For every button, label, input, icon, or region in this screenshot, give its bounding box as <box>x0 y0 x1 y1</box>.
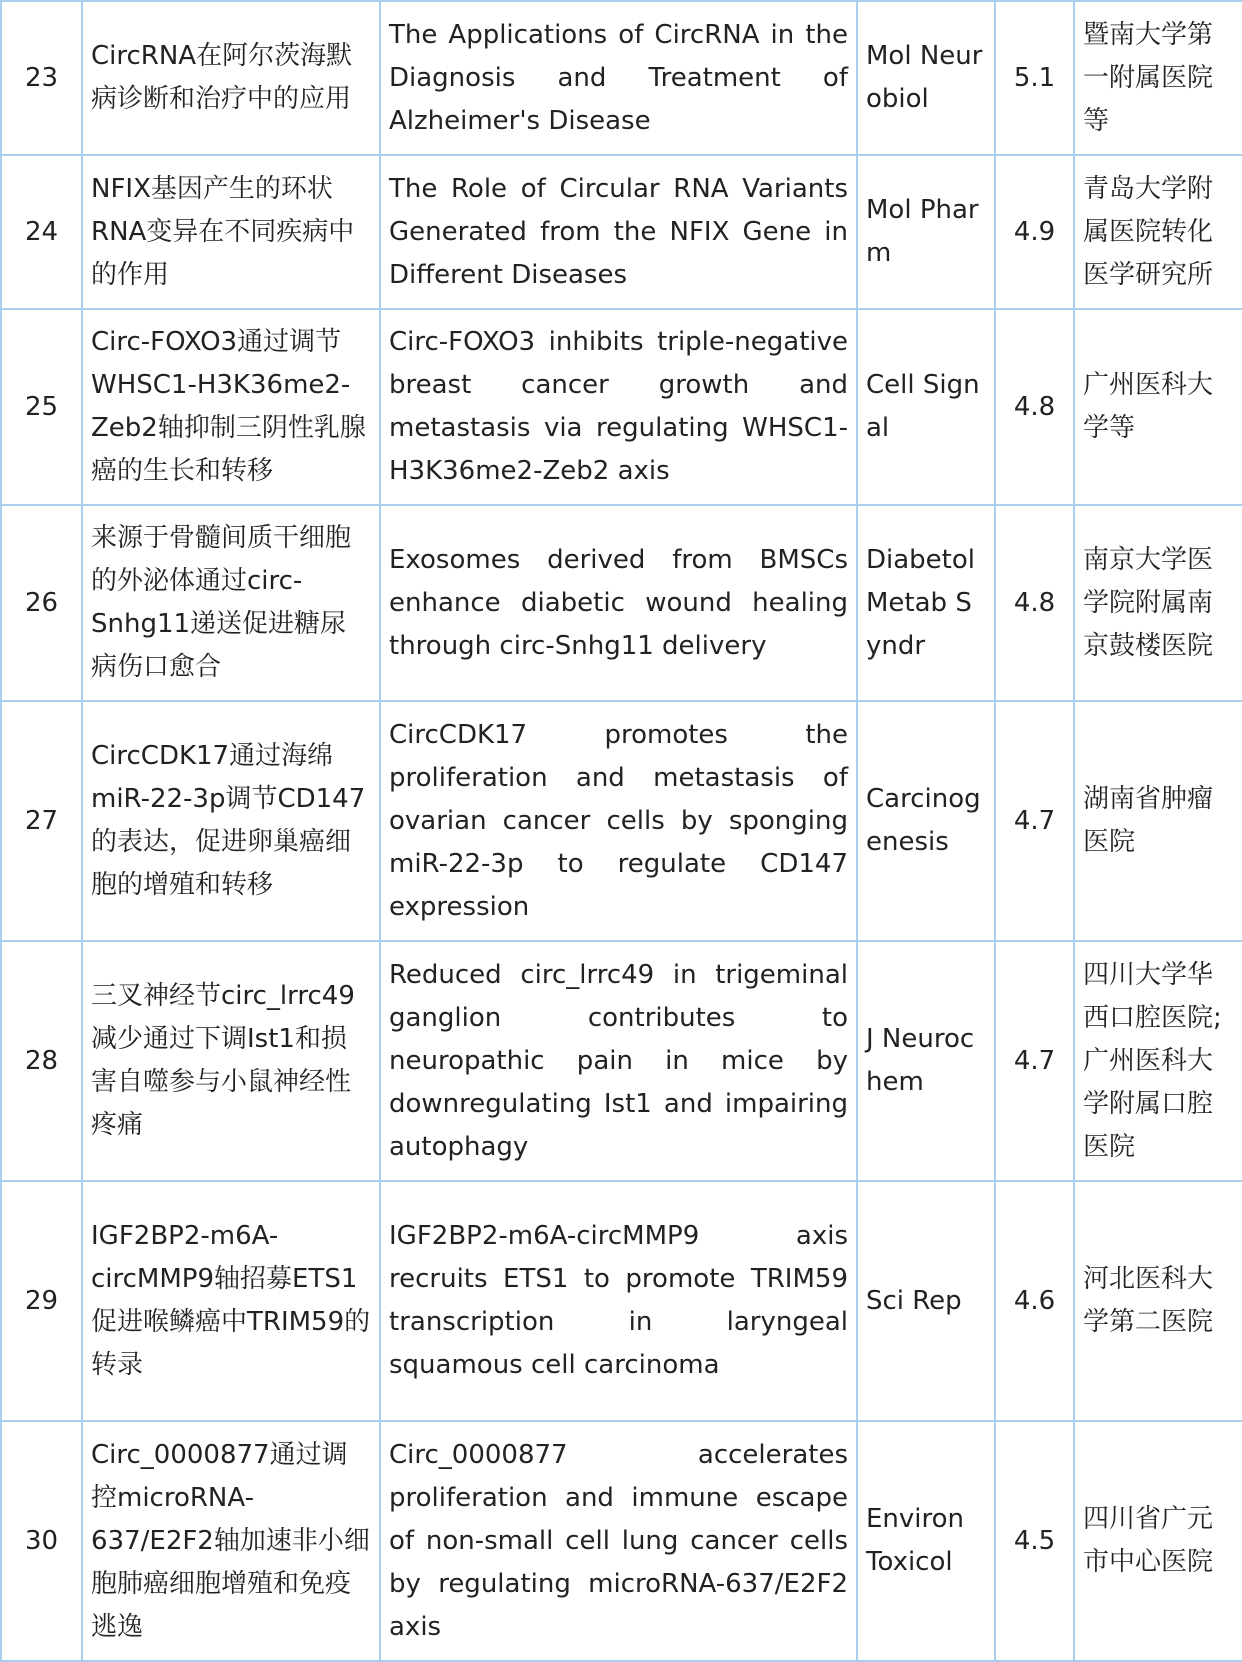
journal-name: Cell Signal <box>857 309 995 505</box>
table-row <box>1 155 1242 309</box>
impact-factor: 4.7 <box>995 701 1074 941</box>
chinese-title: IGF2BP2-m6A-circMMP9轴招募ETS1促进喉鳞癌中TRIM59的转录 <box>82 1181 380 1421</box>
journal-name: Sci Rep <box>857 1181 995 1421</box>
english-title: Reduced circ_lrrc49 in trigeminal ganglion contributes to neuropathic pain in mice by downregulating Ist1 and impairing autophagy <box>380 941 857 1181</box>
english-title: Exosomes derived from BMSCs enhance diabetic wound healing through circ-Snhg11 delivery <box>380 505 857 701</box>
impact-factor: 4.5 <box>995 1421 1074 1661</box>
row-number: 24 <box>1 155 82 309</box>
english-title: Circ_0000877 accelerates proliferation and immune escape of non-small cell lung cancer cells by regulating microRNA-637/E2F2 axis <box>380 1421 857 1661</box>
row-number: 23 <box>1 1 82 155</box>
impact-factor: 4.8 <box>995 505 1074 701</box>
journal-name: Mol Neurobiol <box>857 1 995 155</box>
english-title: IGF2BP2-m6A-circMMP9 axis recruits ETS1 to promote TRIM59 transcription in laryngeal squamous cell carcinoma <box>380 1181 857 1421</box>
english-title: CircCDK17 promotes the proliferation and metastasis of ovarian cancer cells by sponging miR-22-3p to regulate CD147 expression <box>380 701 857 941</box>
impact-factor: 5.1 <box>995 1 1074 155</box>
chinese-title: CircRNA在阿尔茨海默病诊断和治疗中的应用 <box>82 1 380 155</box>
row-number: 29 <box>1 1181 82 1421</box>
table-row <box>1 941 1242 1181</box>
journal-name: J Neurochem <box>857 941 995 1181</box>
impact-factor: 4.8 <box>995 309 1074 505</box>
institution: 四川省广元市中心医院 <box>1074 1421 1242 1661</box>
chinese-title: Circ_0000877通过调控microRNA-637/E2F2轴加速非小细胞肺癌细胞增殖和免疫逃逸 <box>82 1421 380 1661</box>
institution: 暨南大学第一附属医院等 <box>1074 1 1242 155</box>
row-number: 25 <box>1 309 82 505</box>
chinese-title: 来源于骨髓间质干细胞的外泌体通过circ-Snhg11递送促进糖尿病伤口愈合 <box>82 505 380 701</box>
journal-name: Diabetol Metab Syndr <box>857 505 995 701</box>
chinese-title: Circ-FOXO3通过调节WHSC1-H3K36me2-Zeb2轴抑制三阴性乳腺癌的生长和转移 <box>82 309 380 505</box>
table-row <box>1 1421 1242 1661</box>
table-row <box>1 1 1242 155</box>
impact-factor: 4.6 <box>995 1181 1074 1421</box>
chinese-title: 三叉神经节circ_lrrc49减少通过下调Ist1和损害自噬参与小鼠神经性疼痛 <box>82 941 380 1181</box>
institution: 四川大学华西口腔医院;广州医科大学附属口腔医院 <box>1074 941 1242 1181</box>
impact-factor: 4.9 <box>995 155 1074 309</box>
row-number: 28 <box>1 941 82 1181</box>
journal-name: Environ Toxicol <box>857 1421 995 1661</box>
table-row <box>1 505 1242 701</box>
institution: 河北医科大学第二医院 <box>1074 1181 1242 1421</box>
chinese-title: NFIX基因产生的环状RNA变异在不同疾病中的作用 <box>82 155 380 309</box>
row-number: 26 <box>1 505 82 701</box>
table-row <box>1 1181 1242 1421</box>
institution: 南京大学医学院附属南京鼓楼医院 <box>1074 505 1242 701</box>
chinese-title: CircCDK17通过海绵miR-22-3p调节CD147的表达，促进卵巢癌细胞的增殖和转移 <box>82 701 380 941</box>
english-title: Circ-FOXO3 inhibits triple-negative breast cancer growth and metastasis via regulating WHSC1-H3K36me2-Zeb2 axis <box>380 309 857 505</box>
english-title: The Role of Circular RNA Variants Generated from the NFIX Gene in Different Diseases <box>380 155 857 309</box>
journal-name: Carcinogenesis <box>857 701 995 941</box>
institution: 广州医科大学等 <box>1074 309 1242 505</box>
institution: 湖南省肿瘤医院 <box>1074 701 1242 941</box>
institution: 青岛大学附属医院转化医学研究所 <box>1074 155 1242 309</box>
english-title: The Applications of CircRNA in the Diagnosis and Treatment of Alzheimer's Disease <box>380 1 857 155</box>
row-number: 30 <box>1 1421 82 1661</box>
row-number: 27 <box>1 701 82 941</box>
journal-name: Mol Pharm <box>857 155 995 309</box>
impact-factor: 4.7 <box>995 941 1074 1181</box>
table-row <box>1 701 1242 941</box>
table-row <box>1 309 1242 505</box>
